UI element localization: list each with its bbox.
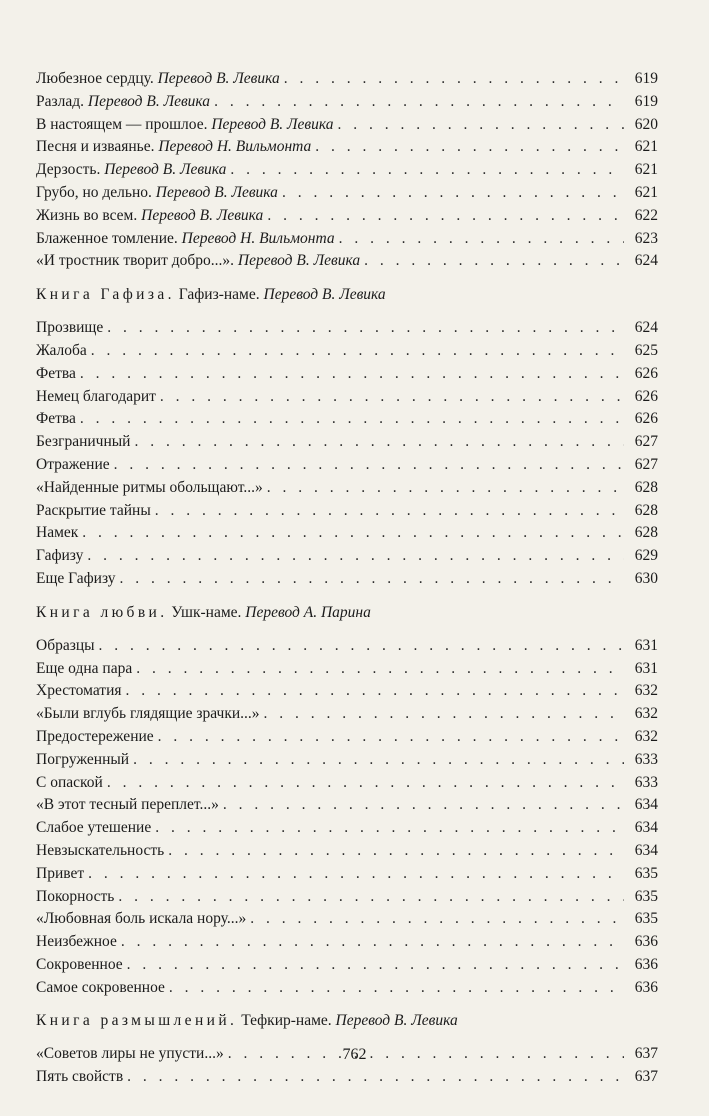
toc-entry bbox=[36, 817, 658, 840]
toc-entry bbox=[36, 886, 658, 909]
entry-page: 619 bbox=[634, 70, 658, 87]
entry-title bbox=[36, 680, 122, 703]
dot-leader bbox=[250, 908, 624, 931]
toc-entry bbox=[36, 431, 658, 454]
toc-entry bbox=[36, 408, 658, 431]
entry-title-text: «Советов лиры не упусти...» bbox=[36, 1045, 224, 1063]
toc-entry bbox=[36, 568, 658, 591]
entry-page: 634 bbox=[634, 841, 658, 859]
entry-title bbox=[36, 1066, 123, 1089]
entry-title-text: Самое сокровенное bbox=[36, 978, 165, 996]
dot-leader bbox=[126, 680, 625, 703]
entry-title-text: Блаженное томление. bbox=[36, 229, 178, 247]
entry-title-text: Предостережение bbox=[36, 727, 154, 745]
entry-page: 626 bbox=[634, 364, 658, 382]
toc-entry bbox=[36, 182, 658, 205]
entry-title-text: Пять свойств bbox=[36, 1068, 124, 1086]
dot-leader bbox=[158, 726, 624, 749]
entry-title-text: Безграничный bbox=[36, 433, 131, 451]
entry-page: 632 bbox=[634, 682, 658, 700]
dot-leader bbox=[230, 159, 624, 182]
book-title: Книга размышлений. bbox=[36, 1012, 238, 1030]
dot-leader bbox=[91, 340, 624, 363]
dot-leader bbox=[88, 863, 624, 886]
entry-title bbox=[36, 136, 311, 159]
entry-page: 619 bbox=[634, 92, 658, 110]
entry-page: 628 bbox=[634, 524, 658, 542]
dot-leader bbox=[160, 386, 624, 409]
entry-page: 630 bbox=[634, 569, 658, 587]
entry-title bbox=[36, 500, 151, 523]
entry-title-text: Грубо, но дельно. bbox=[36, 183, 152, 201]
entry-page: 634 bbox=[634, 796, 658, 814]
entry-title-text: Погруженный bbox=[36, 750, 130, 768]
entry-title-text: Хрестоматия bbox=[36, 682, 122, 700]
entry-page: 635 bbox=[634, 864, 658, 882]
entry-page: 634 bbox=[634, 819, 658, 837]
entry-translator: Перевод В. Левика bbox=[237, 252, 361, 270]
entry-title bbox=[36, 228, 335, 251]
entry-page: 625 bbox=[634, 341, 658, 359]
entry-title-text: С опаской bbox=[36, 773, 103, 791]
entry-title-text: Образцы bbox=[36, 636, 95, 654]
entry-title-text: Жалоба bbox=[36, 341, 87, 359]
entry-title bbox=[36, 317, 103, 340]
book-title: Книга Гафиза. bbox=[36, 286, 175, 304]
entry-title bbox=[36, 954, 123, 977]
book-subtitle: Гафиз-наме. bbox=[178, 286, 260, 304]
toc-entry bbox=[36, 931, 658, 954]
entry-translator: Перевод В. Левика bbox=[87, 92, 211, 110]
section-heading bbox=[36, 1009, 658, 1033]
entry-title bbox=[36, 568, 116, 591]
entry-title bbox=[36, 931, 117, 954]
entry-title bbox=[36, 886, 114, 909]
entry-title-text: «Найденные ритмы обольщают...» bbox=[36, 478, 263, 496]
page-number: 762 bbox=[342, 1046, 367, 1063]
entry-page: 621 bbox=[634, 161, 658, 179]
entry-page: 632 bbox=[634, 705, 658, 723]
entry-title-text: Жизнь во всем. bbox=[36, 206, 138, 224]
toc-entry bbox=[36, 545, 658, 568]
entry-page: 627 bbox=[634, 433, 658, 451]
toc-entry bbox=[36, 363, 658, 386]
entry-translator: Перевод В. Левика bbox=[211, 115, 334, 133]
entry-page: 622 bbox=[634, 206, 658, 224]
entry-title bbox=[36, 408, 76, 431]
toc-entry bbox=[36, 522, 658, 545]
dot-leader bbox=[87, 545, 624, 568]
entry-title bbox=[36, 386, 156, 409]
entry-title bbox=[36, 772, 103, 795]
toc-entry bbox=[36, 680, 658, 703]
entry-title bbox=[36, 749, 129, 772]
toc-entry bbox=[36, 794, 658, 817]
entry-title-text: Любезное сердцу. bbox=[36, 70, 154, 87]
toc-entry bbox=[36, 977, 658, 1000]
toc-entry bbox=[36, 250, 658, 273]
dot-leader bbox=[80, 408, 624, 431]
entry-page: 627 bbox=[634, 455, 658, 473]
book-translator: Перевод А. Парина bbox=[245, 603, 371, 621]
entry-title bbox=[36, 114, 334, 137]
dot-leader bbox=[169, 977, 624, 1000]
entry-page: 621 bbox=[634, 138, 658, 156]
entry-title bbox=[36, 340, 87, 363]
entry-title bbox=[36, 977, 165, 1000]
toc-entry bbox=[36, 228, 658, 251]
dot-leader bbox=[339, 228, 624, 251]
entry-translator: Перевод Н. Вильмонта bbox=[181, 229, 335, 247]
entry-title-text: Песня и изваянье. bbox=[36, 138, 155, 156]
toc-entry bbox=[36, 954, 658, 977]
dot-leader bbox=[107, 772, 624, 795]
dot-leader bbox=[121, 931, 624, 954]
entry-title-text: Привет bbox=[36, 864, 85, 882]
dot-leader bbox=[82, 522, 624, 545]
entry-title bbox=[36, 431, 130, 454]
toc-entry bbox=[36, 68, 658, 91]
entry-page: 628 bbox=[634, 501, 658, 519]
entry-page: 636 bbox=[634, 955, 658, 973]
entry-page: 621 bbox=[634, 183, 658, 201]
dot-leader bbox=[120, 568, 625, 591]
dot-leader bbox=[99, 635, 624, 658]
entry-title bbox=[36, 658, 132, 681]
toc-entry bbox=[36, 908, 658, 931]
book-translator: Перевод В. Левика bbox=[335, 1012, 458, 1030]
entry-page: 628 bbox=[634, 478, 658, 496]
entry-title-text: Немец благодарит bbox=[36, 387, 156, 405]
entry-page: 633 bbox=[634, 773, 658, 791]
entry-title bbox=[36, 817, 151, 840]
dot-leader bbox=[338, 114, 624, 137]
entry-title bbox=[36, 68, 280, 91]
entry-title-text: Прозвище bbox=[36, 319, 104, 337]
toc-entry bbox=[36, 317, 658, 340]
entry-page: 631 bbox=[634, 636, 658, 654]
entry-title bbox=[36, 205, 263, 228]
entry-translator: Перевод В. Левика bbox=[104, 161, 227, 179]
dot-leader bbox=[315, 136, 624, 159]
entry-title bbox=[36, 545, 83, 568]
dot-leader bbox=[223, 794, 624, 817]
book-translator: Перевод В. Левика bbox=[263, 286, 386, 304]
entry-title-text: Еще Гафизу bbox=[36, 569, 116, 587]
section-heading bbox=[36, 283, 658, 307]
toc-entry bbox=[36, 136, 658, 159]
toc-entry bbox=[36, 91, 658, 114]
entry-page: 623 bbox=[634, 229, 658, 247]
entry-page: 635 bbox=[634, 887, 658, 905]
entry-page: 637 bbox=[634, 1045, 658, 1063]
entry-page: 624 bbox=[634, 252, 658, 270]
entry-title-text: Сокровенное bbox=[36, 955, 123, 973]
entry-title bbox=[36, 522, 78, 545]
entry-page: 632 bbox=[634, 727, 658, 745]
toc-entry bbox=[36, 477, 658, 500]
dot-leader bbox=[282, 182, 624, 205]
dot-leader bbox=[155, 500, 624, 523]
entry-title-text: «И тростник творит добро...». bbox=[36, 252, 235, 270]
toc-entry bbox=[36, 840, 658, 863]
entry-title-text: Раскрытие тайны bbox=[36, 501, 151, 519]
entry-translator: Перевод В. Левика bbox=[157, 70, 280, 87]
entry-title bbox=[36, 840, 164, 863]
dot-leader bbox=[127, 1066, 624, 1089]
toc-entry bbox=[36, 703, 658, 726]
entry-title-text: Покорность bbox=[36, 887, 115, 905]
entry-title bbox=[36, 250, 360, 273]
entry-title bbox=[36, 726, 154, 749]
entry-title bbox=[36, 703, 260, 726]
contents-page bbox=[36, 68, 658, 1089]
entry-title-text: Намек bbox=[36, 524, 79, 542]
dot-leader bbox=[136, 658, 624, 681]
dot-leader bbox=[267, 205, 624, 228]
entry-page: 636 bbox=[634, 978, 658, 996]
entry-title bbox=[36, 908, 246, 931]
toc-entry bbox=[36, 386, 658, 409]
entry-translator: Перевод В. Левика bbox=[141, 206, 264, 224]
toc-entry bbox=[36, 635, 658, 658]
dot-leader bbox=[107, 317, 624, 340]
entry-title bbox=[36, 182, 278, 205]
dot-leader bbox=[118, 886, 624, 909]
dot-leader bbox=[284, 68, 624, 91]
book-subtitle: Тефкир-наме. bbox=[241, 1012, 332, 1030]
entry-title bbox=[36, 454, 110, 477]
entry-title-text: Слабое утешение bbox=[36, 819, 152, 837]
entry-title-text: Неизбежное bbox=[36, 933, 117, 951]
entry-title bbox=[36, 91, 210, 114]
entry-title-text: В настоящем — прошлое. bbox=[36, 115, 208, 133]
toc-entry bbox=[36, 863, 658, 886]
book-subtitle: Ушк-наме. bbox=[171, 603, 242, 621]
toc-entry bbox=[36, 726, 658, 749]
toc-entry bbox=[36, 772, 658, 795]
entry-page: 629 bbox=[634, 547, 658, 565]
entry-title bbox=[36, 159, 226, 182]
book-title: Книга любви. bbox=[36, 603, 168, 621]
entry-title-text: Фетва bbox=[36, 410, 76, 428]
entry-title-text: Разлад. bbox=[36, 92, 84, 110]
entry-page: 631 bbox=[634, 659, 658, 677]
entry-page: 635 bbox=[634, 910, 658, 928]
entry-title-text: Гафизу bbox=[36, 547, 84, 565]
toc-entry bbox=[36, 454, 658, 477]
section-heading bbox=[36, 601, 658, 625]
dot-leader bbox=[127, 954, 624, 977]
entry-translator: Перевод Н. Вильмонта bbox=[158, 138, 312, 156]
toc-entry bbox=[36, 205, 658, 228]
dot-leader bbox=[133, 749, 624, 772]
entry-title bbox=[36, 863, 84, 886]
entry-page: 637 bbox=[634, 1068, 658, 1086]
entry-page: 626 bbox=[634, 410, 658, 428]
entry-page: 633 bbox=[634, 750, 658, 768]
entry-title-text: «Любовная боль искала нору...» bbox=[36, 910, 247, 928]
toc-entry bbox=[36, 114, 658, 137]
entry-title bbox=[36, 794, 219, 817]
entry-title-text: Фетва bbox=[36, 364, 76, 382]
dot-leader bbox=[80, 363, 624, 386]
entry-title bbox=[36, 363, 76, 386]
toc-entry bbox=[36, 500, 658, 523]
dot-leader bbox=[155, 817, 624, 840]
entry-page: 620 bbox=[634, 115, 658, 133]
entry-page: 624 bbox=[634, 319, 658, 337]
entry-title bbox=[36, 477, 263, 500]
entry-page: 636 bbox=[634, 933, 658, 951]
entry-title-text: «В этот тесный переплет...» bbox=[36, 796, 219, 814]
dot-leader bbox=[134, 431, 624, 454]
dot-leader bbox=[114, 454, 624, 477]
entry-translator: Перевод В. Левика bbox=[155, 183, 278, 201]
entry-title-text: Дерзость. bbox=[36, 161, 101, 179]
dot-leader bbox=[214, 91, 624, 114]
entry-title-text: «Были вглубь глядящие зрачки...» bbox=[36, 705, 260, 723]
entry-title-text: Невзыскательность bbox=[36, 841, 165, 859]
dot-leader bbox=[168, 840, 624, 863]
dot-leader bbox=[267, 477, 624, 500]
dot-leader bbox=[264, 703, 624, 726]
toc-entry bbox=[36, 159, 658, 182]
entry-title-text: Отражение bbox=[36, 455, 110, 473]
entry-title bbox=[36, 635, 95, 658]
toc-entry bbox=[36, 749, 658, 772]
toc-entry bbox=[36, 340, 658, 363]
entry-title-text: Еще одна пара bbox=[36, 659, 133, 677]
toc-entry bbox=[36, 658, 658, 681]
toc-entry bbox=[36, 1066, 658, 1089]
dot-leader bbox=[364, 250, 624, 273]
entry-page: 626 bbox=[634, 387, 658, 405]
